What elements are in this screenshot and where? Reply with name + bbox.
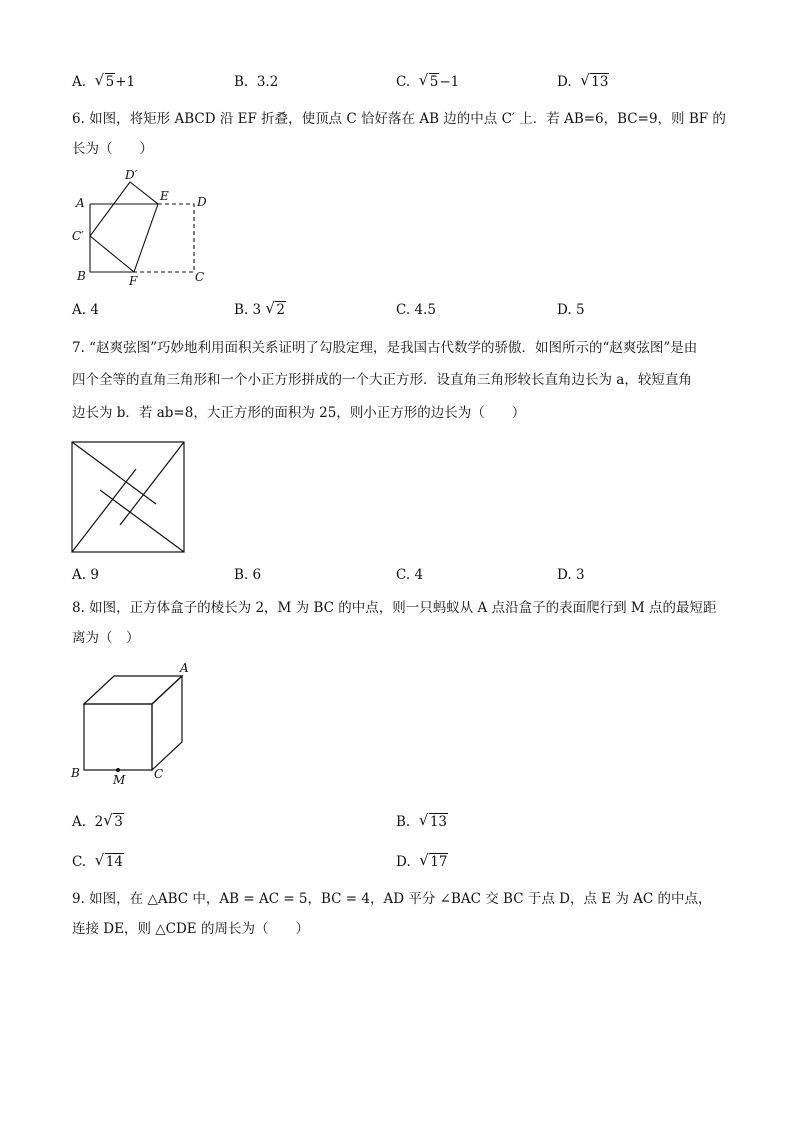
q6-figure [70,168,220,290]
cube-front [84,704,152,770]
q6-option-d: D. 5 [557,302,585,318]
label-C: C [154,767,164,781]
point-M [116,768,120,772]
rect-left-bottom [90,204,134,272]
sqrt-sign: √ 5 [419,72,440,92]
label-A: A [76,196,85,210]
cube-right [152,676,182,770]
label-A: A [180,661,189,675]
label-Dp: D′ [125,168,138,182]
rect-dashed [134,204,194,272]
sqrt-sign: √ 5 [95,72,116,92]
q5-option-c: C. √ 5−1 [396,72,459,92]
label-D: D [197,195,207,209]
label-B: B [77,269,86,283]
q5-option-b: B. 3.2 [234,74,279,90]
q7-zhaoshuang-figure [72,442,186,552]
folded-quad [90,182,158,272]
q6-stem-line2: 长为（ ） [72,141,153,157]
q8-option-c: C. √ 14 [72,852,124,872]
q6-option-c: C. 4.5 [396,302,436,318]
big-square [72,442,184,552]
label-Cp: C′ [72,229,84,243]
q7-option-b: B. 6 [234,567,262,583]
q7-option-c: C. 4 [396,567,424,583]
label-E: E [160,189,169,203]
label-C: C [195,270,205,284]
hyp-4 [72,469,136,552]
q6-option-a: A. 4 [72,302,99,318]
sqrt-sign: √ 13 [419,812,448,832]
label-M: M [113,773,126,787]
q8-option-b: B. √ 13 [396,812,448,832]
sqrt-sign: √ 14 [95,852,124,872]
q8-option-a: A. 2√ 3 [72,812,124,832]
q8-stem-line1: 8. 如图，正方体盒子的棱长为 2，M 为 BC 的中点，则一只蚂蚁从 A 点沿盒子的表面爬行到 M 点的最短距 [72,600,717,616]
sqrt-sign: √ 3 [103,812,124,832]
q8-option-d: D. √ 17 [396,852,448,872]
sqrt-sign: √ 17 [419,852,448,872]
q7-option-a: A. 9 [72,567,99,583]
q7-stem-line1: 7. “赵爽弦图”巧妙地利用面积关系证明了勾股定理，是我国古代数学的骄傲．如图所示的“赵爽弦图”是由 [72,340,698,356]
q5-option-d: D. √ 13 [557,72,609,92]
label-B: B [71,766,80,780]
q5-option-a: A. √ 5+1 [72,72,135,92]
label-F: F [129,274,138,288]
q9-stem-line1: 9. 如图，在 △ABC 中，AB = AC = 5，BC = 4，AD 平分 ∠BAC 交 BC 于点 D，点 E 为 AC 的中点， [72,891,712,907]
q7-stem-line2: 四个全等的直角三角形和一个小正方形拼成的一个大正方形．设直角三角形较长直角边长为 a，较短直角 [72,372,692,388]
q8-stem-line2: 离为（ ） [72,630,140,646]
q9-stem-line2: 连接 DE，则 △CDE 的周长为（ ） [72,921,309,937]
sqrt-sign: √ 2 [265,300,286,320]
q7-option-d: D. 3 [557,567,585,583]
q8-cube-figure [66,660,206,788]
q6-option-b: B. 3 √ 2 [234,300,286,320]
q6-stem-line1: 6. 如图，将矩形 ABCD 沿 EF 折叠，使顶点 C 恰好落在 AB 边的中点 C′ 上．若 AB=6，BC=9，则 BF 的 [72,111,726,127]
sqrt-sign: √ 13 [580,72,609,92]
q7-stem-line3: 边长为 b．若 ab=8，大正方形的面积为 25，则小正方形的边长为（ ） [72,405,526,421]
